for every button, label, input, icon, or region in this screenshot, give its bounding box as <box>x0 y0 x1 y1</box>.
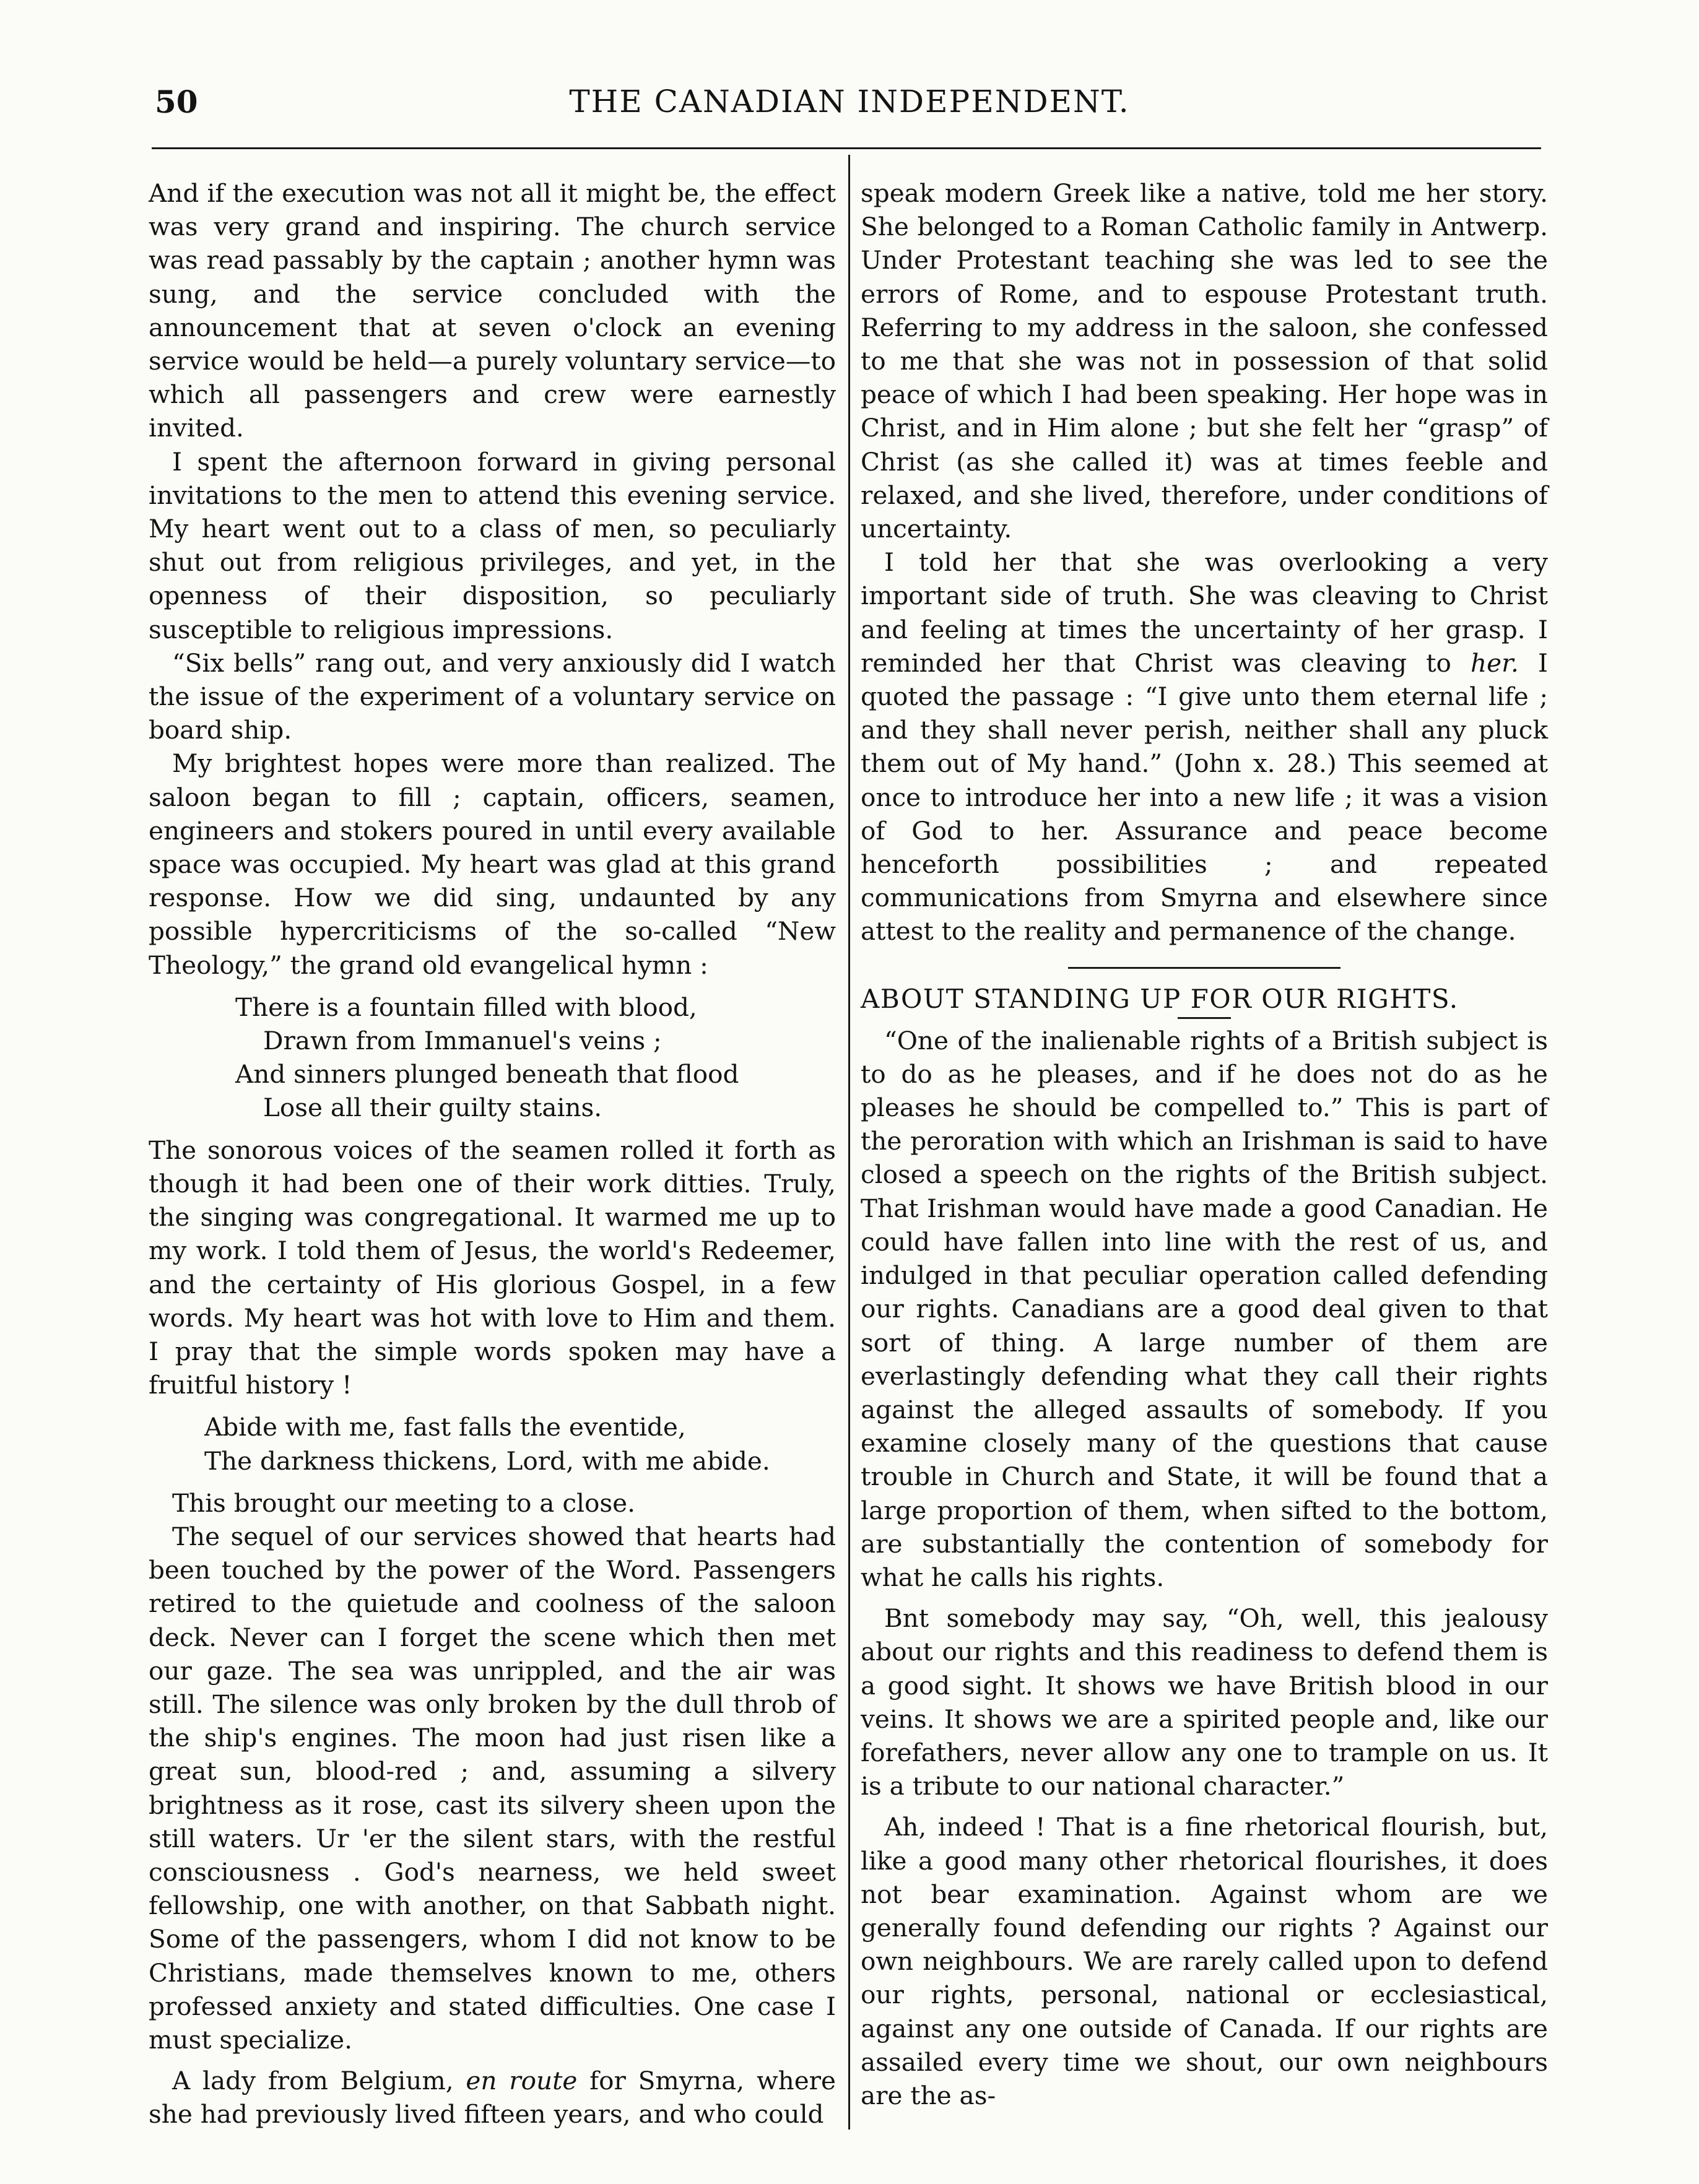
verse-line: The darkness thickens, Lord, with me abide. <box>204 1445 770 1476</box>
paragraph-text: for Smyrna, where she had previously lived fifteen years, and who could <box>149 2066 836 2130</box>
paragraph: Ah, indeed ! That is a fine rhetorical flourish, but, like a good many other rhetorical flourishes, it does not bear examination. Against whom are we generally found defending our rights ? Against our own neighbours. We are rarely called upon to defend our rights, personal, national or ecclesiastical, against any one outside of Canada. If our rights are assailed every time we shout, our own neighbours are the as- <box>861 1812 1548 2110</box>
column-divider <box>848 155 850 2130</box>
verse-line: There is a fountain filled with blood, <box>235 992 697 1022</box>
right-column <box>861 176 1548 2112</box>
verse-line: And sinners plunged beneath that flood <box>235 1059 739 1090</box>
paragraph: “Six bells” rang out, and very anxiously did I watch the issue of the experiment of a voluntary service on board ship. <box>149 648 836 745</box>
paragraph <box>149 2064 836 2131</box>
hymn-verse <box>149 1410 836 1477</box>
italic-phrase: en route <box>466 2066 578 2096</box>
verse-line: Lose all their guilty stains. <box>263 1093 602 1123</box>
heading-rule <box>1178 1017 1231 1019</box>
hymn-verse <box>149 990 836 1125</box>
paragraph: I spent the afternoon forward in giving personal invitations to the men to attend this evening service. My heart went out to a class of men, so peculiarly shut out from religious privileges, and yet, in the openness of their disposition, so peculiarly susceptible to religious impressions. <box>149 446 836 644</box>
verse-line: Drawn from Immanuel's veins ; <box>263 1026 662 1056</box>
page-number: 50 <box>155 84 198 120</box>
left-column <box>149 176 836 2131</box>
paragraph-text: I quoted the passage : “I give unto them eternal life ; and they shall never perish, neither shall any pluck them out of My hand.” (John x. 28.) This seemed at once to introduce her into a new life ; it was a vision of God to her. Assurance and peace become henceforth possibilities ; and repeated communications from Smyrna and elsewhere since attest to the reality and permanence of the change. <box>861 648 1549 947</box>
paragraph: The sonorous voices of the seamen rolled it forth as though it had been one of their work ditties. Truly, the singing was congregational. It warmed me up to my work. I told them of Jesus, the world's Redeemer, and the certainty of His glorious Gospel, in a few words. My heart was hot with love to Him and them. I pray that the simple words spoken may have a fruitful history ! <box>149 1135 836 1400</box>
header-rule <box>152 147 1541 149</box>
paragraph-text: A lady from Belgium, <box>172 2066 466 2096</box>
running-title: THE CANADIAN INDEPENDENT. <box>569 84 1130 119</box>
paragraph <box>861 545 1548 948</box>
italic-phrase: her. <box>1471 648 1519 678</box>
paragraph: The sequel of our services showed that hearts had been touched by the power of the Word. Passengers retired to the quietude and coolness of the saloon deck. Never can I forget the scene which then met our gaze. The sea was unrippled, and the air was still. The silence was only broken by the dull throb of the ship's engines. The moon had just risen like a great sun, blood-red ; and, assuming a silvery brightness as it rose, cast its silvery sheen upon the still waters. Ur 'er the silent stars, with the restful consciousness . God's nearness, we held sweet fellowship, one with another, on that Sabbath night. Some of the passengers, whom I did not know to be Christians, made themselves known to me, others professed anxiety and stated difficulties. One case I must specialize. <box>149 1521 836 2055</box>
paragraph-text: I told her that she was overlooking a very important side of truth. She was cleaving to Christ and feeling at times the uncertainty of her grasp. I reminded her that Christ was cleaving to <box>861 547 1548 678</box>
section-heading: ABOUT STANDING UP FOR OUR RIGHTS. <box>861 983 1459 1014</box>
paragraph: And if the execution was not all it might be, the effect was very grand and inspiring. The church service was read passably by the captain ; another hymn was sung, and the service concluded with the announcement that at seven o'clock an evening service would be held—a purely voluntary service—to which all passengers and crew were earnestly invited. <box>149 178 836 443</box>
verse-line: Abide with me, fast falls the eventide, <box>204 1412 686 1442</box>
page-header <box>149 84 1550 127</box>
paragraph: “One of the inalienable rights of a British subject is to do as he pleases, and if he does not do as he pleases he should be compelled to.” This is part of the peroration with which an Irishman is said to have closed a speech on the rights of the British subject. That Irishman would have made a good Canadian. He could have fallen into line with the rest of us, and indulged in that peculiar operation called defending our rights. Canadians are a good deal given to that sort of thing. A large number of them are everlastingly defending what they call their rights against the alleged assaults of somebody. If you examine closely many of the questions that cause trouble in Church and State, it will be found that a large proportion of them, when sifted to the bottom, are substantially the contention of somebody for what he calls his rights. <box>861 1025 1548 1592</box>
paragraph: My brightest hopes were more than realized. The saloon began to fill ; captain, officers, seamen, engineers and stokers poured in until every available space was occupied. My heart was glad at this grand response. How we did sing, undaunted by any possible hypercriticisms of the so-called “New Theology,” the grand old evangelical hymn : <box>149 748 836 980</box>
paragraph: Bnt somebody may say, “Oh, well, this jealousy about our rights and this readiness to defend them is a good sight. It shows we have British blood in our veins. It shows we are a spirited people and, like our forefathers, never allow any one to trample on us. It is a tribute to our national character.” <box>861 1603 1548 1801</box>
paragraph: This brought our meeting to a close. <box>172 1488 635 1518</box>
section-rule <box>1068 967 1341 969</box>
paragraph: speak modern Greek like a native, told me her story. She belonged to a Roman Catholic family in Antwerp. Under Protestant teaching she was led to see the errors of Rome, and to espouse Protestant truth. Referring to my address in the saloon, she confessed to me that she was not in possession of that solid peace of which I had been speaking. Her hope was in Christ, and in Him alone ; but she felt her “grasp” of Christ (as she called it) was at times feeble and relaxed, and she lived, therefore, under conditions of uncertainty. <box>861 178 1548 544</box>
